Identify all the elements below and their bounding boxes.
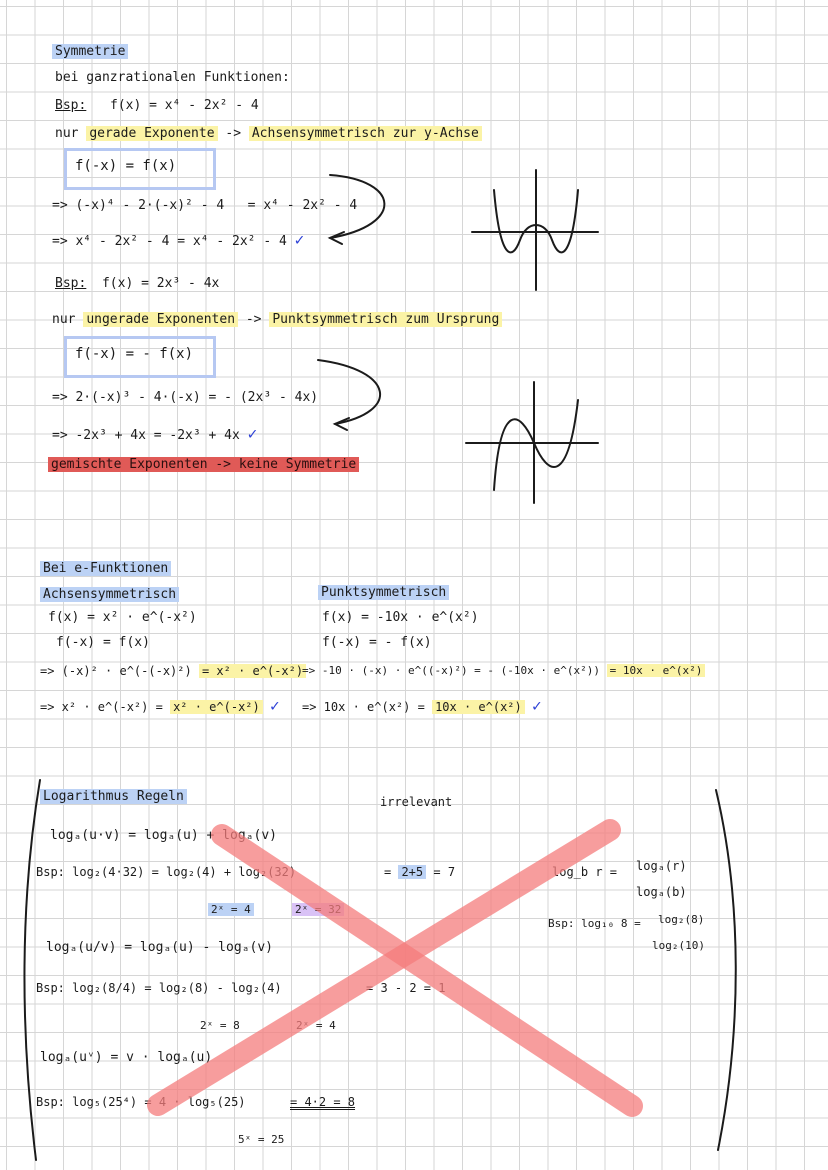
log-rule-quotient-result: = 3 - 2 = 1 [366,981,446,995]
even-rule: nur gerade Exponente -> Achsensymmetrisch zur y-Achse [55,126,482,142]
axis-title: Achsensymmetrisch [40,587,179,603]
log-rule-power-result: = 4·2 = 8 [290,1095,356,1109]
point-line-2: f(-x) = - f(x) [322,635,432,650]
odd-rule: nur ungerade Exponenten -> Punktsymmetrisch zum Ursprung [52,312,502,328]
even-proof-line-1: => (-x)⁴ - 2·(-x)² - 4 = x⁴ - 2x² - 4 [52,198,358,213]
check-icon: ✓ [247,424,258,443]
even-proof-line-2: => x⁴ - 2x² - 4 = x⁴ - 2x² - 4 ✓ [52,230,305,249]
change-of-base-ex-numerator: log₂(8) [658,913,705,926]
example-function: f(x) = x⁴ - 2x² - 4 [110,98,259,113]
mixed-exponents-note: gemischte Exponenten -> keine Symmetrie [48,457,359,473]
check-icon: ✓ [532,696,542,715]
point-line-1: f(x) = -10x · e^(x²) [322,610,479,625]
even-rule-formula: f(-x) = f(x) [75,158,177,174]
check-icon: ✓ [294,230,305,249]
arrow-odd [318,360,380,424]
example-2: Bsp: f(x) = 2x³ - 4x [55,276,220,291]
right-bracket [716,790,736,1150]
log-sub-5: 5ˣ = 25 [238,1133,285,1146]
arrow-odd-head [335,418,349,430]
section-title-logarithm: Logarithmus Regeln [40,789,187,805]
odd-proof-line-2: => -2x³ + 4x = -2x³ + 4x ✓ [52,424,258,443]
section-title-symmetry: Symmetrie [52,44,128,60]
point-line-4: => 10x · e^(x²) = 10x · e^(x²) ✓ [302,696,542,715]
axis-line-4: => x² · e^(-x²) = x² · e^(-x²) ✓ [40,696,280,715]
log-rule-product: logₐ(u·v) = logₐ(u) + logₐ(v) [50,828,277,843]
change-of-base-denominator: logₐ(b) [636,885,687,899]
cross-stroke-1 [222,835,632,1106]
arrow-even-head [330,232,344,244]
change-of-base-ex-denominator: log₂(10) [652,939,705,952]
example-label: Bsp: [55,98,87,113]
axis-line-1: f(x) = x² · e^(-x²) [48,610,197,625]
graph2-curve [494,400,578,490]
log-rule-product-result: = 2+5 = 7 [384,865,456,879]
log-rule-product-example: Bsp: log₂(4·32) = log₂(4) + log₂(32) [36,865,297,879]
log-rule-power-example: Bsp: log₅(25⁴) = 4 · log₅(25) [36,1095,246,1109]
subtitle: bei ganzrationalen Funktionen: [55,70,290,85]
log-sub-1: 2ˣ = 4 [208,902,254,918]
log-rule-quotient-example: Bsp: log₂(8/4) = log₂(8) - log₂(4) [36,981,282,995]
left-bracket [24,780,40,1160]
change-of-base-numerator: logₐ(r) [636,859,687,873]
change-of-base-example: Bsp: log₁₀ 8 = [548,917,641,930]
odd-proof-line-1: => 2·(-x)³ - 4·(-x) = - (2x³ - 4x) [52,390,319,405]
log-rule-quotient: logₐ(u/v) = logₐ(u) - logₐ(v) [46,940,273,955]
log-rule-power: logₐ(uᵛ) = v · logₐ(u) [40,1050,213,1065]
arrow-even [330,175,384,238]
check-icon: ✓ [270,696,280,715]
cross-stroke-2 [158,830,610,1105]
change-of-base-left: log_b r = [552,865,618,879]
point-title: Punktsymmetrisch [318,585,449,601]
point-line-3: => -10 · (-x) · e^((-x)²) = - (-10x · e^(x²)) = 10x · e^(x²) [302,663,705,679]
axis-line-3: => (-x)² · e^(-(-x)²) = x² · e^(-x²) [40,663,306,679]
odd-rule-formula: f(-x) = - f(x) [75,346,194,362]
log-sub-3: 2ˣ = 8 [200,1019,240,1032]
section-title-efunctions: Bei e-Funktionen [40,561,171,577]
axis-line-2: f(-x) = f(x) [56,635,150,650]
log-sub-2: 2ˣ = 32 [292,902,344,918]
log-sub-4: 2ˣ = 4 [296,1019,336,1032]
irrelevant-note: irrelevant [380,795,453,809]
